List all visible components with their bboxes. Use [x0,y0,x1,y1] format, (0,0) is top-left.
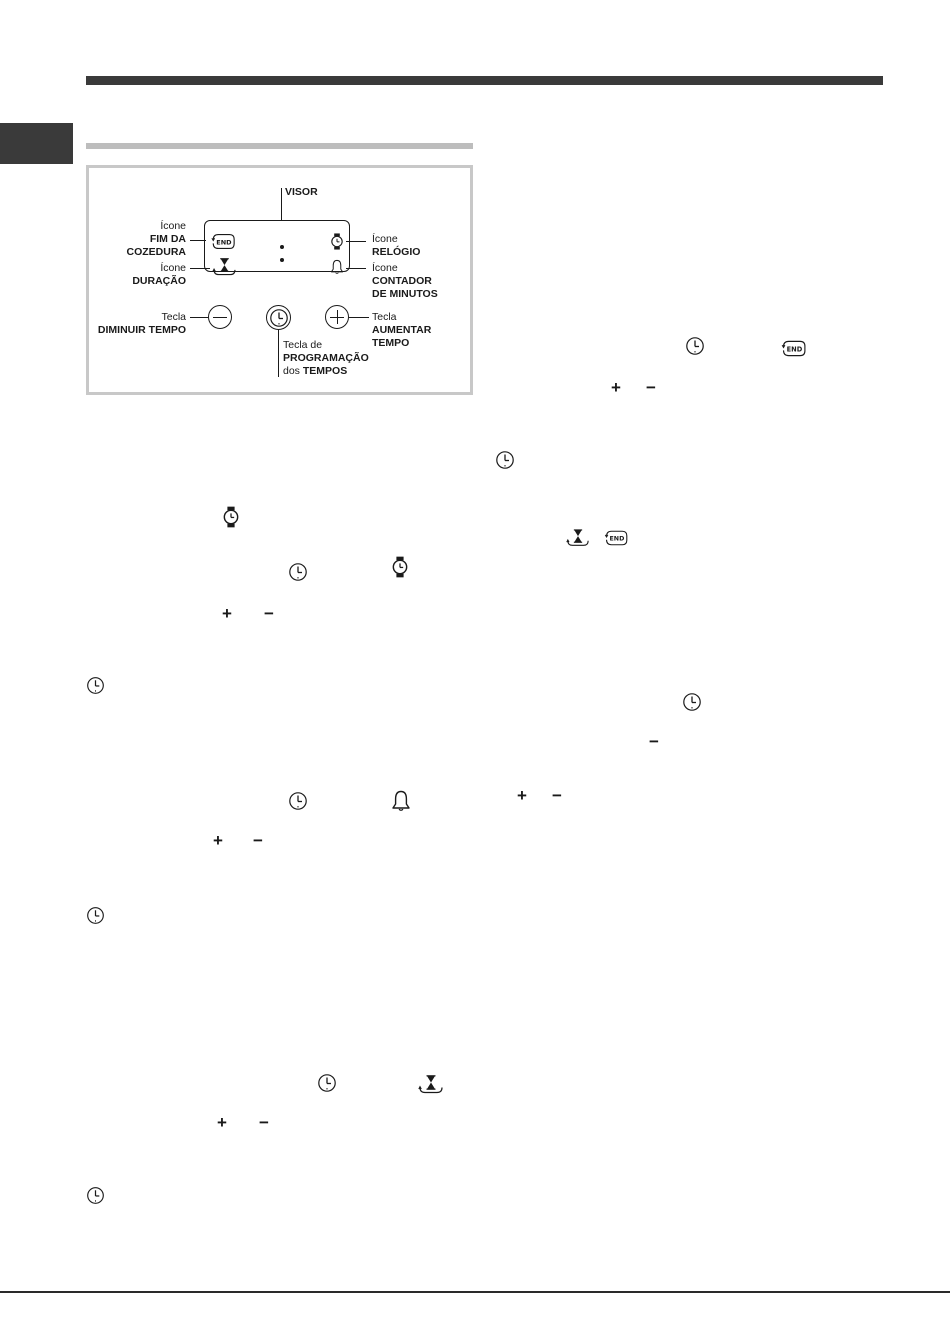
minus-symbol: − [259,1113,269,1132]
duration-icon [418,1074,444,1094]
plus-symbol: + [217,1113,227,1132]
bell-icon [330,259,344,275]
duration-icon [212,257,237,276]
clock-icon [222,506,240,528]
increase-time-button[interactable] [325,305,349,329]
clock-icon [685,336,705,356]
leader-line [278,330,279,377]
plus-symbol: + [213,831,223,850]
end-of-cooking-label: Ícone FIM DA COZEDURA [126,220,186,258]
minus-symbol: − [649,732,659,751]
duration-label: Ícone DURAÇÃO [132,262,186,287]
clock-icon [495,450,515,470]
clock-icon [330,233,344,250]
plus-symbol: + [611,378,621,397]
clock-label: Ícone RELÓGIO [372,233,421,258]
leader-line [190,268,210,269]
increase-time-label: Tecla AUMENTAR TEMPO [372,311,432,349]
clock-icon [391,556,409,578]
end-of-cooking-icon [210,232,236,251]
minus-symbol: − [253,831,263,850]
leader-line [190,317,208,318]
minus-symbol: − [264,604,274,623]
leader-line [346,268,366,269]
clock-icon [86,906,105,925]
visor-label: VISOR [285,186,318,198]
display-colon-dot [280,245,284,249]
clock-icon [86,676,105,695]
minus-symbol: − [552,786,562,805]
leader-line [349,317,369,318]
end-of-cooking-icon [603,529,629,547]
language-tab [0,123,73,164]
clock-icon [317,1073,337,1093]
minute-minder-label: Ícone CONTADOR DE MINUTOS [372,262,438,300]
display-colon-dot [280,258,284,262]
leader-line [346,241,366,242]
clock-icon [86,1186,105,1205]
clock-icon [269,308,289,328]
decrease-time-button[interactable] [208,305,232,329]
plus-symbol: + [517,786,527,805]
programming-button[interactable] [266,305,291,330]
header-rule [86,76,883,85]
decrease-time-label: Tecla DIMINUIR TEMPO [97,311,186,336]
bell-icon [391,790,411,812]
duration-icon [566,528,590,547]
end-of-cooking-icon [780,339,807,358]
leader-line [190,240,206,241]
footer-rule [0,1291,950,1293]
minus-symbol: − [646,378,656,397]
visor-leader-line [281,188,282,221]
section-rule [86,143,473,149]
clock-icon [288,791,308,811]
plus-symbol: + [222,604,232,623]
clock-icon [288,562,308,582]
programming-label: Tecla de PROGRAMAÇÃO dos TEMPOS [283,339,369,377]
clock-icon [682,692,702,712]
